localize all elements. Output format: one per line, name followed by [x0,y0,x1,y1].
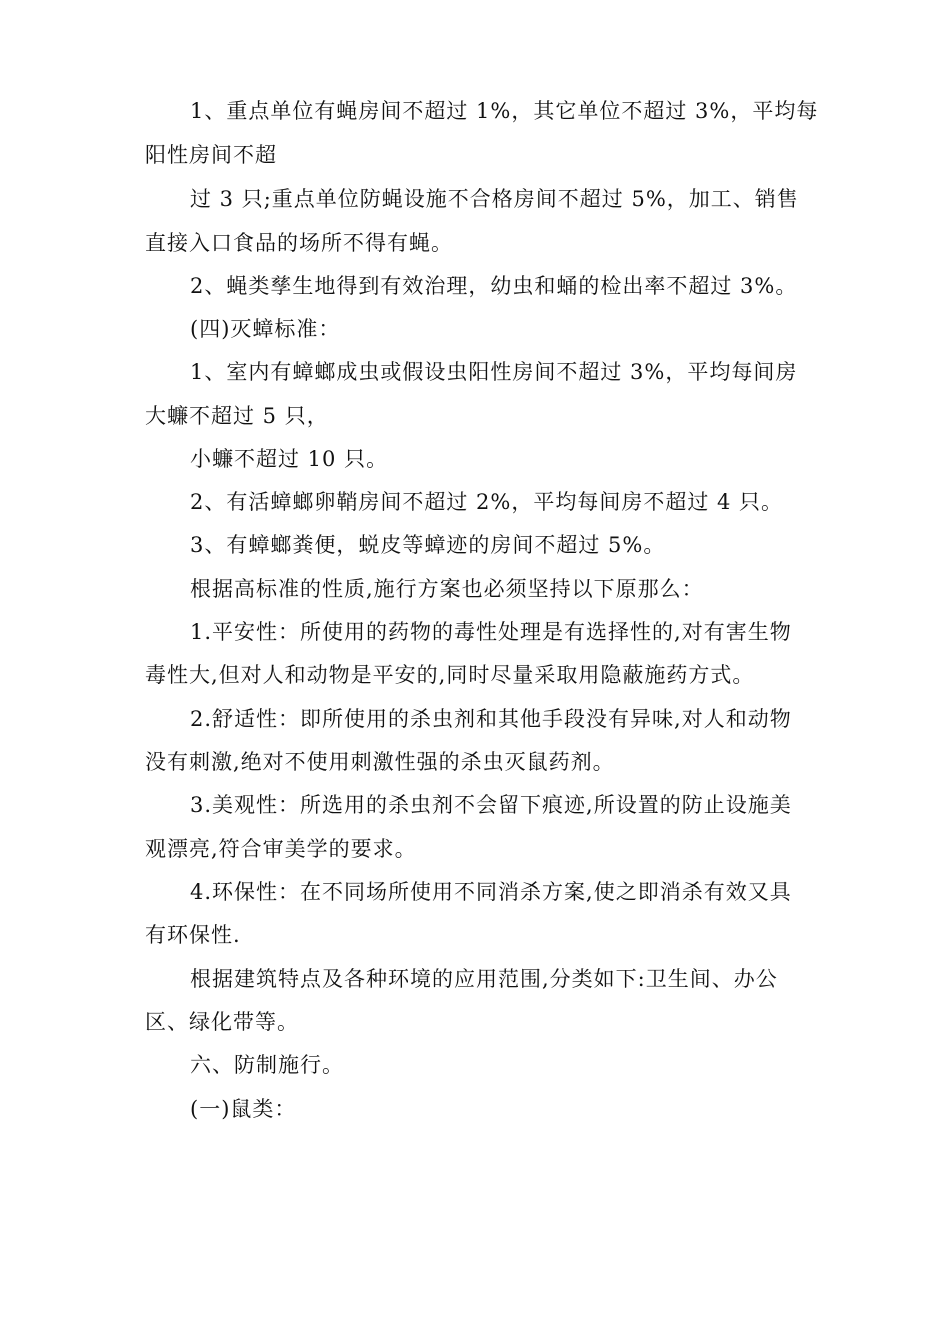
text-line: 小蠊不超过 10 只。 [190,447,389,471]
text-line: 1、室内有蟑螂成虫或假设虫阳性房间不超过 3%，平均每间房 [190,360,798,384]
text-line: 4.环保性：在不同场所使用不同消杀方案,使之即消杀有效又具 [190,880,792,904]
text-line: 大蠊不超过 5 只， [145,404,329,428]
text-line: 过 3 只;重点单位防蝇设施不合格房间不超过 5%，加工、销售 [190,187,799,211]
text-line: 观漂亮,符合审美学的要求。 [145,837,417,861]
text-line: 1.平安性：所使用的药物的毒性处理是有选择性的,对有害生物 [190,620,792,644]
section-heading: (四)灭蟑标准： [190,317,341,341]
text-line: 1、重点单位有蝇房间不超过 1%，其它单位不超过 3%，平均每 [190,99,819,123]
text-line: 有环保性. [145,923,241,947]
text-line: 根据高标准的性质,施行方案也必须坚持以下原那么： [190,577,704,601]
text-line: 区、绿化带等。 [145,1010,299,1034]
text-line: 2、蝇类孳生地得到有效治理，幼虫和蛹的检出率不超过 3%。 [190,274,798,298]
text-line: 3、有蟑螂粪便，蜕皮等蟑迹的房间不超过 5%。 [190,533,666,557]
text-line: 3.美观性：所选用的杀虫剂不会留下痕迹,所设置的防止设施美 [190,793,792,817]
text-line: 毒性大,但对人和动物是平安的,同时尽量采取用隐蔽施药方式。 [145,663,755,687]
text-line: 2、有活蟑螂卵鞘房间不超过 2%，平均每间房不超过 4 只。 [190,490,784,514]
text-line: 根据建筑特点及各种环境的应用范围,分类如下:卫生间、办公 [190,967,778,991]
text-line: 阳性房间不超 [145,143,277,167]
text-line: 没有刺激,绝对不使用刺激性强的杀虫灭鼠药剂。 [145,750,615,774]
text-line: 2.舒适性：即所使用的杀虫剂和其他手段没有异味,对人和动物 [190,707,792,731]
section-heading: (一)鼠类： [190,1097,297,1121]
text-line: 直接入口食品的场所不得有蝇。 [145,231,453,255]
section-heading: 六、防制施行。 [190,1053,344,1077]
